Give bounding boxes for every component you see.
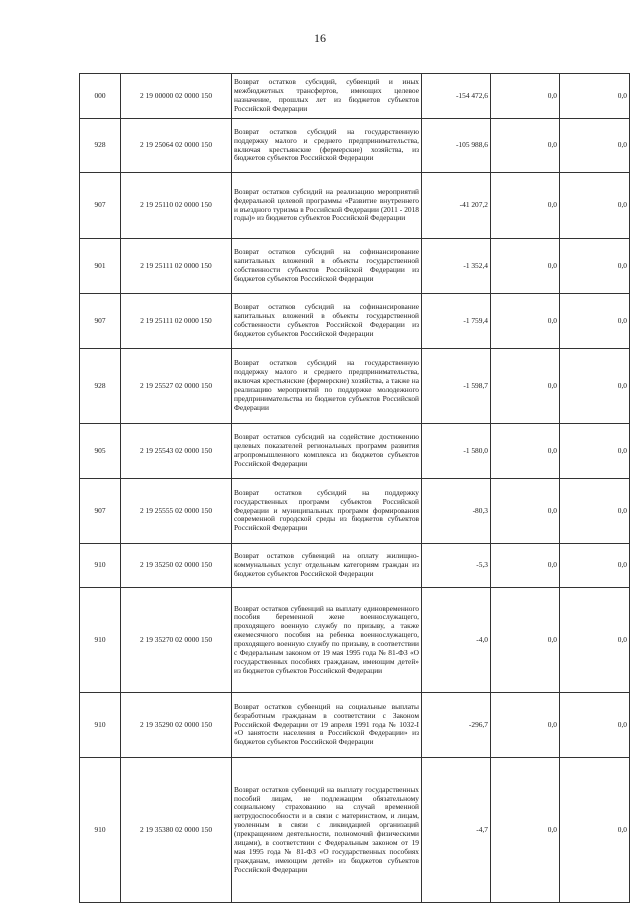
- amount-cell-3: 0,0: [560, 74, 630, 119]
- admin-code-cell: 910: [80, 588, 121, 693]
- amount-cell-1: -80,3: [422, 479, 491, 544]
- amount-cell-3: 0,0: [560, 349, 630, 424]
- budget-code-cell: 2 19 35250 02 0000 150: [121, 544, 232, 588]
- table-row: [80, 119, 630, 173]
- admin-code-cell: 907: [80, 479, 121, 544]
- budget-code-cell: 2 19 00000 02 0000 150: [121, 74, 232, 119]
- budget-code-cell: 2 19 25543 02 0000 150: [121, 424, 232, 479]
- admin-code-cell: 910: [80, 544, 121, 588]
- budget-code-cell: 2 19 25064 02 0000 150: [121, 119, 232, 173]
- amount-cell-2: 0,0: [491, 588, 560, 693]
- budget-code-cell: 2 19 25555 02 0000 150: [121, 479, 232, 544]
- amount-cell-3: 0,0: [560, 693, 630, 758]
- budget-table: [79, 73, 630, 903]
- amount-cell-2: 0,0: [491, 74, 560, 119]
- page-number: 16: [314, 31, 326, 45]
- income-name-cell: Возврат остатков субвенций на оплату жилищно-коммунальных услуг отдельным категориям граждан из бюджетов субъектов Российской Федерации: [232, 544, 422, 588]
- income-name-cell: Возврат остатков субсидий, субвенций и иных межбюджетных трансфертов, имеющих целевое назначение, прошлых лет из бюджетов субъектов Российской Федерации: [232, 74, 422, 119]
- amount-cell-2: 0,0: [491, 758, 560, 903]
- table-row: [80, 74, 630, 119]
- table-row: [80, 544, 630, 588]
- admin-code-cell: 905: [80, 424, 121, 479]
- income-name-cell: Возврат остатков субсидий на поддержку государственных программ субъектов Российской Федерации и муниципальных программ формирования современной городской среды из бюджетов субъектов Российской Федерации: [232, 479, 422, 544]
- amount-cell-3: 0,0: [560, 239, 630, 294]
- amount-cell-1: -1 352,4: [422, 239, 491, 294]
- table-row: [80, 693, 630, 758]
- income-name-cell: Возврат остатков субвенций на выплату единовременного пособия беременной жене военнослужащего, проходящего военную службу по призыву, а также ежемесячного пособия на ребенка военнослужащего, проходящего военную службу по призыву, в соответствии с Федеральным законом от 19 мая 1995 года № 81-ФЗ «О государственных пособиях гражданам, имеющим детей» из бюджетов субъектов Российской Федерации: [232, 588, 422, 693]
- amount-cell-2: 0,0: [491, 173, 560, 239]
- amount-cell-3: 0,0: [560, 544, 630, 588]
- amount-cell-3: 0,0: [560, 758, 630, 903]
- amount-cell-1: -41 207,2: [422, 173, 491, 239]
- amount-cell-1: -296,7: [422, 693, 491, 758]
- budget-code-cell: 2 19 25111 02 0000 150: [121, 294, 232, 349]
- amount-cell-2: 0,0: [491, 239, 560, 294]
- admin-code-cell: 928: [80, 119, 121, 173]
- amount-cell-3: 0,0: [560, 119, 630, 173]
- amount-cell-3: 0,0: [560, 479, 630, 544]
- amount-cell-1: -1 580,0: [422, 424, 491, 479]
- amount-cell-1: -4,7: [422, 758, 491, 903]
- table-row: [80, 588, 630, 693]
- amount-cell-2: 0,0: [491, 294, 560, 349]
- table-row: [80, 424, 630, 479]
- income-name-cell: Возврат остатков субсидий на реализацию мероприятий федеральной целевой программы «Развитие внутреннего и въездного туризма в Российской Федерации (2011 - 2018 годы)» из бюджетов субъектов Российской Федерации: [232, 173, 422, 239]
- admin-code-cell: 928: [80, 349, 121, 424]
- amount-cell-3: 0,0: [560, 173, 630, 239]
- amount-cell-1: -1 598,7: [422, 349, 491, 424]
- budget-code-cell: 2 19 25110 02 0000 150: [121, 173, 232, 239]
- table-row: [80, 173, 630, 239]
- amount-cell-2: 0,0: [491, 544, 560, 588]
- budget-code-cell: 2 19 35380 02 0000 150: [121, 758, 232, 903]
- amount-cell-1: -154 472,6: [422, 74, 491, 119]
- table-row: [80, 294, 630, 349]
- amount-cell-2: 0,0: [491, 119, 560, 173]
- admin-code-cell: 910: [80, 693, 121, 758]
- amount-cell-3: 0,0: [560, 424, 630, 479]
- amount-cell-2: 0,0: [491, 424, 560, 479]
- amount-cell-1: -5,3: [422, 544, 491, 588]
- table-row: [80, 349, 630, 424]
- admin-code-cell: 000: [80, 74, 121, 119]
- admin-code-cell: 907: [80, 294, 121, 349]
- table-row: [80, 239, 630, 294]
- amount-cell-1: -105 988,6: [422, 119, 491, 173]
- income-name-cell: Возврат остатков субсидий на содействие достижению целевых показателей региональных программ развития агропромышленного комплекса из бюджетов субъектов Российской Федерации: [232, 424, 422, 479]
- income-name-cell: Возврат остатков субсидий на софинансирование капитальных вложений в объекты государственной собственности субъектов Российской Федерации из бюджетов субъектов Российской Федерации: [232, 239, 422, 294]
- budget-code-cell: 2 19 35270 02 0000 150: [121, 588, 232, 693]
- income-name-cell: Возврат остатков субсидий на софинансирование капитальных вложений в объекты государственной собственности субъектов Российской Федерации из бюджетов субъектов Российской Федерации: [232, 294, 422, 349]
- budget-code-cell: 2 19 25111 02 0000 150: [121, 239, 232, 294]
- table-row: [80, 479, 630, 544]
- income-name-cell: Возврат остатков субсидий на государственную поддержку малого и среднего предпринимательства, включая крестьянские (фермерские) хозяйства, а также на реализацию мероприятий по поддержке молодежного предпринимательства из бюджетов субъектов Российской Федерации: [232, 349, 422, 424]
- table-row: [80, 758, 630, 903]
- amount-cell-2: 0,0: [491, 693, 560, 758]
- amount-cell-2: 0,0: [491, 479, 560, 544]
- income-name-cell: Возврат остатков субвенций на выплату государственных пособий лицам, не подлежащим обязательному социальному страхованию на случай временной нетрудоспособности и в связи с материнством, и лицам, уволенным в связи с ликвидацией организаций (прекращением деятельности, полномочий физическими лицами), в соответствии с Федеральным законом от 19 мая 1995 года № 81-ФЗ «О государственных пособиях гражданам, имеющим детей» из бюджетов субъектов Российской Федерации: [232, 758, 422, 903]
- admin-code-cell: 907: [80, 173, 121, 239]
- amount-cell-1: -1 759,4: [422, 294, 491, 349]
- admin-code-cell: 910: [80, 758, 121, 903]
- amount-cell-1: -4,0: [422, 588, 491, 693]
- budget-table-body: [80, 74, 630, 903]
- budget-code-cell: 2 19 35290 02 0000 150: [121, 693, 232, 758]
- amount-cell-2: 0,0: [491, 349, 560, 424]
- income-name-cell: Возврат остатков субсидий на государственную поддержку малого и среднего предпринимательства, включая крестьянские (фермерские) хозяйства, из бюджетов субъектов Российской Федерации: [232, 119, 422, 173]
- admin-code-cell: 901: [80, 239, 121, 294]
- income-name-cell: Возврат остатков субвенций на социальные выплаты безработным гражданам в соответствии с Законом Российской Федерации от 19 апреля 1991 года № 1032-I «О занятости населения в Российской Федерации» из бюджетов субъектов Российской Федерации: [232, 693, 422, 758]
- amount-cell-3: 0,0: [560, 294, 630, 349]
- amount-cell-3: 0,0: [560, 588, 630, 693]
- budget-code-cell: 2 19 25527 02 0000 150: [121, 349, 232, 424]
